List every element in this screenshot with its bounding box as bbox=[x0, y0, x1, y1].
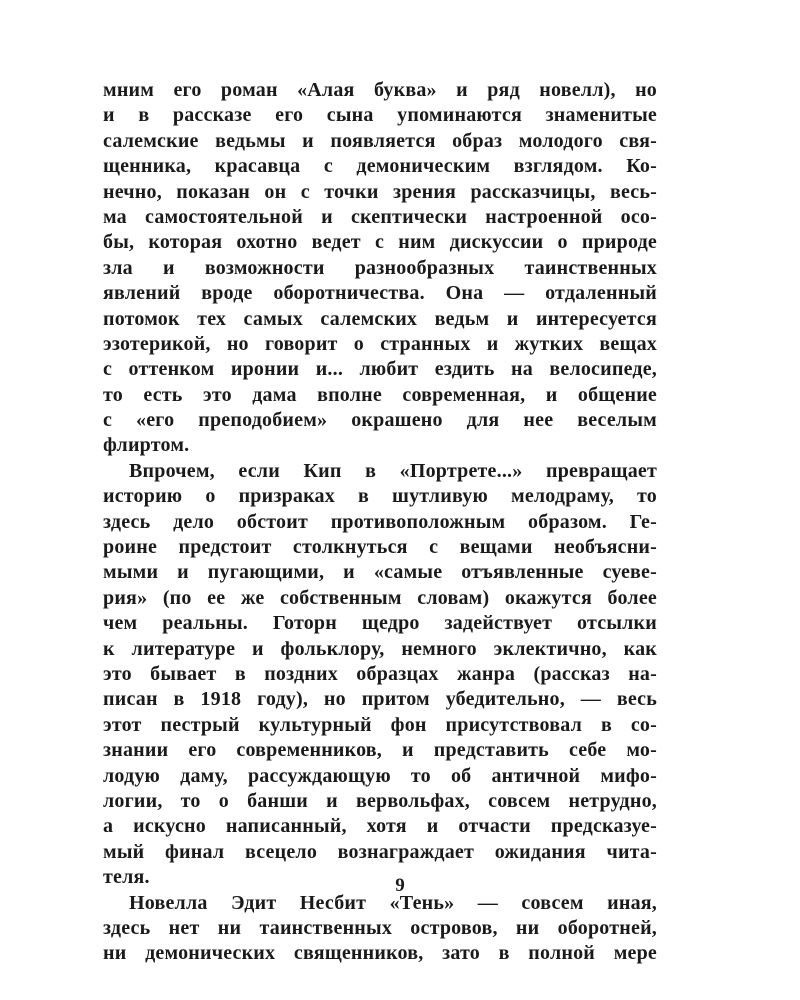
text-line: мый финал всецело вознаграждает ожидания чита- bbox=[103, 840, 657, 863]
text-line: с оттенком иронии и... любит ездить на велосипеде, bbox=[103, 358, 657, 381]
text-line: этот пестрый культурный фон присутствовал в со- bbox=[103, 713, 657, 736]
text-line: щенника, красавца с демоническим взглядом. Ко- bbox=[103, 155, 657, 178]
text-line: салемские ведьмы и появляется образ молодого свя- bbox=[103, 129, 657, 152]
text-line: рия» (по ее же собственным словам) окажутся более bbox=[103, 586, 657, 609]
text-line: к литературе и фольклору, немного эклектично, как bbox=[103, 637, 657, 660]
text-line: эзотерикой, но говорит о странных и жутких вещах bbox=[103, 332, 657, 355]
text-line: лодую даму, рассуждающую то об античной мифо- bbox=[103, 764, 657, 787]
body-text bbox=[103, 78, 657, 967]
text-line: Новелла Эдит Несбит «Тень» — совсем иная, bbox=[129, 891, 657, 914]
text-line: это бывает в поздних образцах жанра (рассказ на- bbox=[103, 662, 657, 685]
text-line: историю о призраках в шутливую мелодраму, то bbox=[103, 485, 657, 508]
page-number: 9 bbox=[395, 875, 405, 896]
text-line: явлений вроде оборотничества. Она — отдаленный bbox=[103, 282, 657, 305]
text-line: флиртом. bbox=[103, 434, 190, 457]
text-line: а искусно написанный, хотя и отчасти предсказуе- bbox=[103, 815, 657, 838]
text-line: бы, которая охотно ведет с ним дискуссии о природе bbox=[103, 231, 657, 254]
text-line: мним его роман «Алая буква» и ряд новелл), но bbox=[103, 79, 657, 101]
text-line: знании его современников, и представить себе мо- bbox=[103, 739, 657, 762]
text-line: теля. bbox=[103, 866, 150, 889]
text-line: Впрочем, если Кип в «Портрете...» превращает bbox=[129, 459, 657, 482]
text-line: ма самостоятельной и скептически настроенной осо- bbox=[103, 205, 657, 228]
text-line: ни демонических священников, зато в полной мере bbox=[103, 942, 657, 965]
text-line: логии, то о банши и вервольфах, совсем нетрудно, bbox=[103, 789, 657, 812]
text-line: мыми и пугающими, и «самые отъявленные суеве- bbox=[103, 561, 657, 584]
text-line: здесь дело обстоит противоположным образом. Ге- bbox=[103, 510, 657, 533]
text-line: с «его преподобием» окрашено для нее веселым bbox=[103, 409, 657, 432]
text-line: зла и возможности разнообразных таинственных bbox=[103, 256, 657, 279]
text-line: и в рассказе его сына упоминаются знаменитые bbox=[103, 104, 657, 127]
text-line: писан в 1918 году), но притом убедительно, — весь bbox=[103, 688, 657, 711]
text-line: роине предстоит столкнуться с вещами необъясни- bbox=[103, 536, 657, 559]
text-line: чем реальны. Готорн щедро задействует отсылки bbox=[103, 612, 657, 635]
text-line: здесь нет ни таинственных островов, ни оборотней, bbox=[103, 916, 657, 939]
text-line: потомок тех самых салемских ведьм и интересуется bbox=[103, 307, 657, 330]
text-line: нечно, показан он с точки зрения рассказчицы, весь- bbox=[103, 180, 657, 203]
text-line: то есть это дама вполне современная, и общение bbox=[103, 383, 657, 406]
